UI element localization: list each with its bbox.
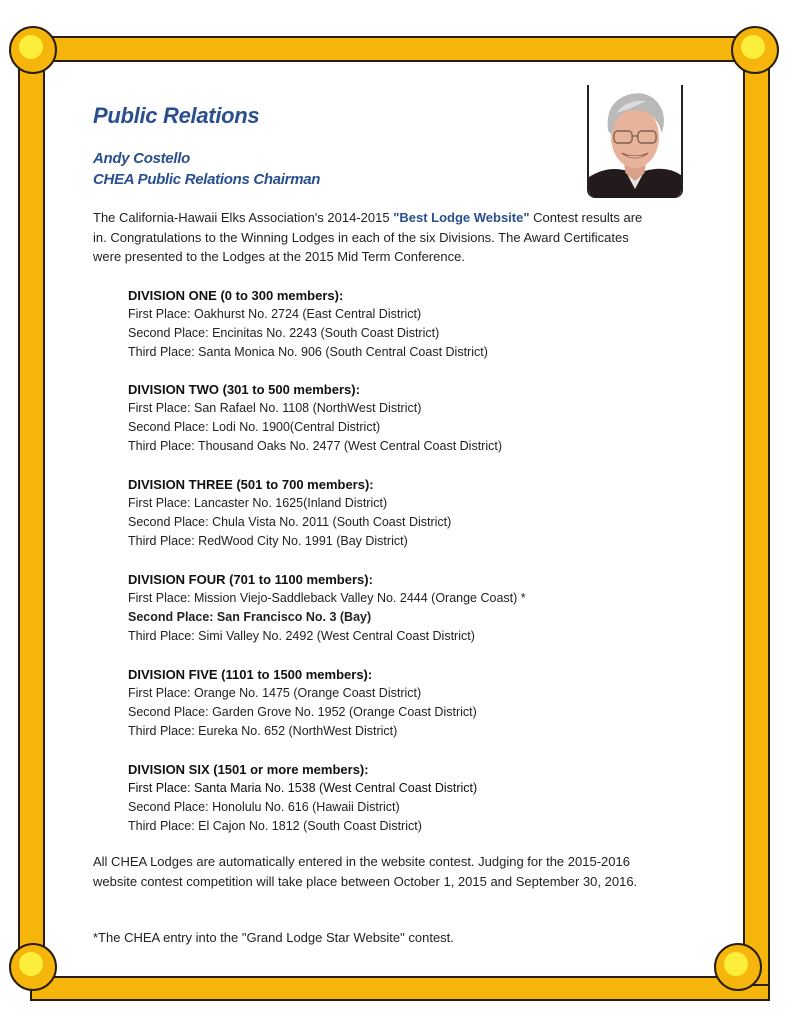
division-six bbox=[128, 760, 608, 836]
second-place: Second Place: Lodi No. 1900(Central District) bbox=[128, 420, 381, 434]
frame-corner-knob-top-right bbox=[731, 26, 779, 74]
frame-corner-knob-bottom-right bbox=[714, 943, 762, 991]
division-four bbox=[128, 570, 608, 646]
second-place: Second Place: Encinitas No. 2243 (South Coast District) bbox=[128, 326, 440, 340]
portrait-image bbox=[589, 85, 681, 198]
first-place: First Place: Mission Viejo-Saddleback Valley No. 2444 (Orange Coast) * bbox=[128, 591, 526, 605]
division-heading: DIVISION FIVE (1101 to 1500 members): bbox=[128, 667, 373, 682]
second-place: Second Place: Honolulu No. 616 (Hawaii District) bbox=[128, 800, 400, 814]
intro-text-after: Contest results are in. Congratulations to the Winning Lodges in each of the six Divisions. The Award Certificates were presented to the Lodges at the 2015 Mid Term Conference. bbox=[93, 210, 643, 264]
division-three bbox=[128, 475, 608, 551]
third-place: Third Place: El Cajon No. 1812 (South Coast District) bbox=[128, 819, 422, 833]
frame-corner-knob-bottom-left bbox=[9, 943, 57, 991]
second-place: Second Place: San Francisco No. 3 (Bay) bbox=[128, 610, 372, 624]
division-heading: DIVISION THREE (501 to 700 members): bbox=[128, 477, 374, 492]
division-heading: DIVISION ONE (0 to 300 members): bbox=[128, 288, 344, 303]
division-five bbox=[128, 665, 608, 741]
footnote: *The CHEA entry into the "Grand Lodge Star Website" contest. bbox=[93, 930, 454, 945]
author-role: CHEA Public Relations Chairman bbox=[93, 171, 321, 188]
page-title: Public Relations bbox=[93, 103, 260, 128]
author-block bbox=[93, 148, 320, 190]
third-place: Third Place: Eureka No. 652 (NorthWest District) bbox=[128, 724, 398, 738]
first-place: First Place: San Rafael No. 1108 (NorthWest District) bbox=[128, 401, 422, 415]
second-place: Second Place: Garden Grove No. 1952 (Orange Coast District) bbox=[128, 705, 477, 719]
second-place: Second Place: Chula Vista No. 2011 (South Coast District) bbox=[128, 515, 452, 529]
first-place: First Place: Oakhurst No. 2724 (East Central District) bbox=[128, 307, 422, 321]
frame-top-bar bbox=[30, 36, 770, 62]
first-place: First Place: Santa Maria No. 1538 (West Central Coast District) bbox=[128, 781, 478, 795]
frame-right-bar bbox=[743, 46, 770, 986]
division-heading: DIVISION FOUR (701 to 1100 members): bbox=[128, 572, 373, 587]
third-place: Third Place: Thousand Oaks No. 2477 (West Central Coast District) bbox=[128, 439, 502, 453]
intro-text-before: The California-Hawaii Elks Association's 2014-2015 bbox=[93, 210, 394, 225]
contest-name-highlight: "Best Lodge Website" bbox=[393, 210, 530, 225]
first-place: First Place: Orange No. 1475 (Orange Coast District) bbox=[128, 686, 422, 700]
third-place: Third Place: Santa Monica No. 906 (South Central Coast District) bbox=[128, 345, 488, 359]
third-place: Third Place: Simi Valley No. 2492 (West Central Coast District) bbox=[128, 629, 475, 643]
division-heading: DIVISION TWO (301 to 500 members): bbox=[128, 382, 360, 397]
frame-left-bar bbox=[18, 46, 45, 986]
division-heading: DIVISION SIX (1501 or more members): bbox=[128, 762, 369, 777]
division-one bbox=[128, 286, 608, 362]
division-two bbox=[128, 380, 608, 456]
third-place: Third Place: RedWood City No. 1991 (Bay District) bbox=[128, 534, 408, 548]
first-place: First Place: Lancaster No. 1625(Inland District) bbox=[128, 496, 388, 510]
frame-corner-knob-top-left bbox=[9, 26, 57, 74]
footer-paragraph: All CHEA Lodges are automatically entered in the website contest. Judging for the 2015-2016 website contest competition will take place between October 1, 2015 and September 30, 2016. bbox=[93, 854, 638, 889]
author-photo bbox=[587, 85, 683, 198]
frame-bottom-bar bbox=[30, 976, 770, 1001]
intro-paragraph bbox=[93, 208, 653, 267]
author-name: Andy Costello bbox=[93, 150, 190, 167]
